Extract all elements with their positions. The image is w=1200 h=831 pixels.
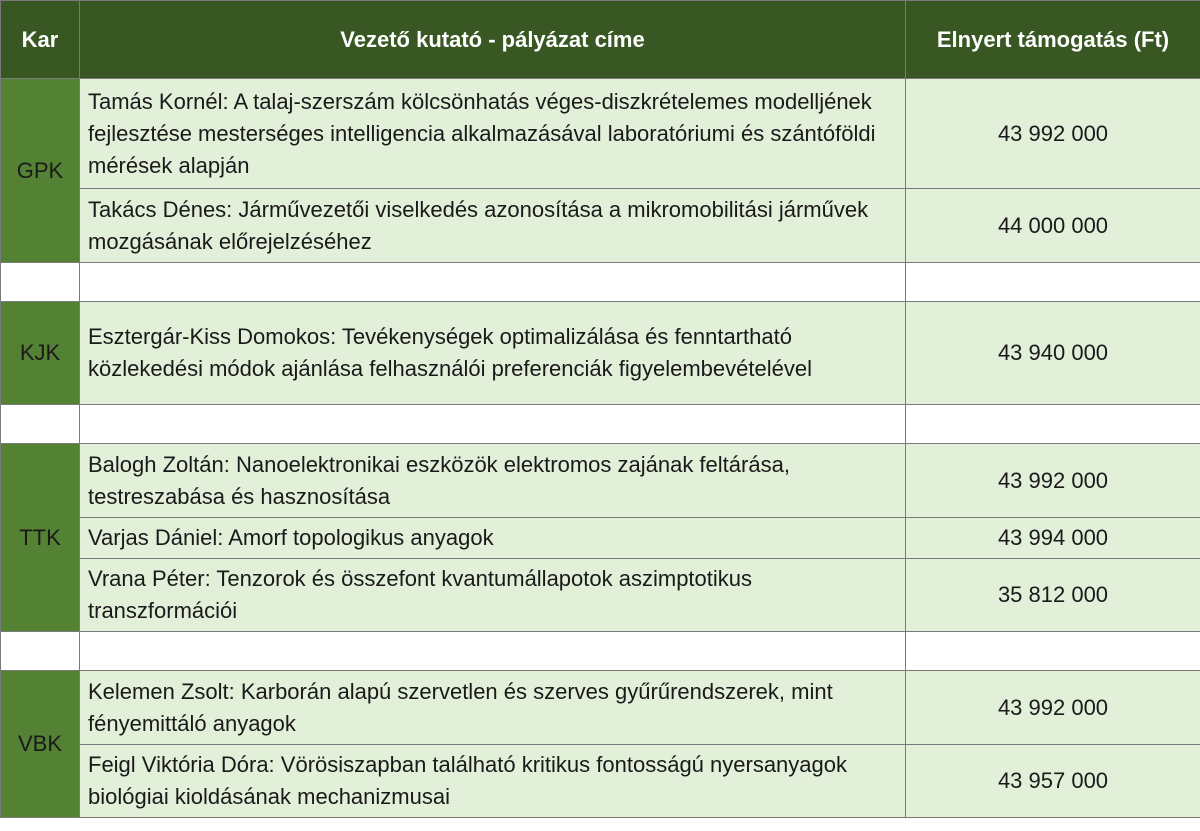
- grant-amount: 43 992 000: [906, 444, 1200, 518]
- kar-cell-kjk: KJK: [1, 302, 80, 405]
- header-amount: Elnyert támogatás (Ft): [906, 1, 1200, 79]
- grant-amount: 43 992 000: [906, 671, 1200, 745]
- project-title: Tamás Kornél: A talaj-szerszám kölcsönhatás véges-diszkrételemes modelljének fejlesztése mesterséges intelligencia alkalmazásával laboratóriumi és szántóföldi mérések alapján: [80, 79, 906, 189]
- kar-cell-ttk: TTK: [1, 444, 80, 632]
- project-title: Kelemen Zsolt: Karborán alapú szervetlen és szerves gyűrűrendszerek, mint fényemittáló anyagok: [80, 671, 906, 745]
- spacer-row: [1, 405, 1200, 444]
- spacer-row: [1, 632, 1200, 671]
- spacer-row: [1, 263, 1200, 302]
- project-title: Vrana Péter: Tenzorok és összefont kvantumállapotok aszimptotikus transzformációi: [80, 559, 906, 632]
- grant-amount: 43 940 000: [906, 302, 1200, 405]
- table-row: [1, 671, 1200, 745]
- header-row: [1, 1, 1200, 79]
- grant-amount: 35 812 000: [906, 559, 1200, 632]
- table-row: [1, 745, 1200, 818]
- table-row: [1, 444, 1200, 518]
- header-title: Vezető kutató - pályázat címe: [80, 1, 906, 79]
- grant-amount: 43 957 000: [906, 745, 1200, 818]
- table-row: [1, 79, 1200, 189]
- project-title: Varjas Dániel: Amorf topologikus anyagok: [80, 518, 906, 559]
- project-title: Balogh Zoltán: Nanoelektronikai eszközök elektromos zajának feltárása, testreszabása és hasznosítása: [80, 444, 906, 518]
- project-title: Takács Dénes: Járművezetői viselkedés azonosítása a mikromobilitási járművek mozgásának előrejelzéséhez: [80, 189, 906, 263]
- kar-cell-vbk: VBK: [1, 671, 80, 818]
- project-title: Feigl Viktória Dóra: Vörösiszapban található kritikus fontosságú nyersanyagok biológiai kioldásának mechanizmusai: [80, 745, 906, 818]
- table-row: [1, 518, 1200, 559]
- kar-cell-gpk: GPK: [1, 79, 80, 263]
- grant-amount: 44 000 000: [906, 189, 1200, 263]
- grant-amount: 43 994 000: [906, 518, 1200, 559]
- project-title: Esztergár-Kiss Domokos: Tevékenységek optimalizálása és fenntartható közlekedési módok ajánlása felhasználói preferenciák figyelembevételével: [80, 302, 906, 405]
- table-row: [1, 302, 1200, 405]
- table-row: [1, 189, 1200, 263]
- grant-amount: 43 992 000: [906, 79, 1200, 189]
- header-kar: Kar: [1, 1, 80, 79]
- table-row: [1, 559, 1200, 632]
